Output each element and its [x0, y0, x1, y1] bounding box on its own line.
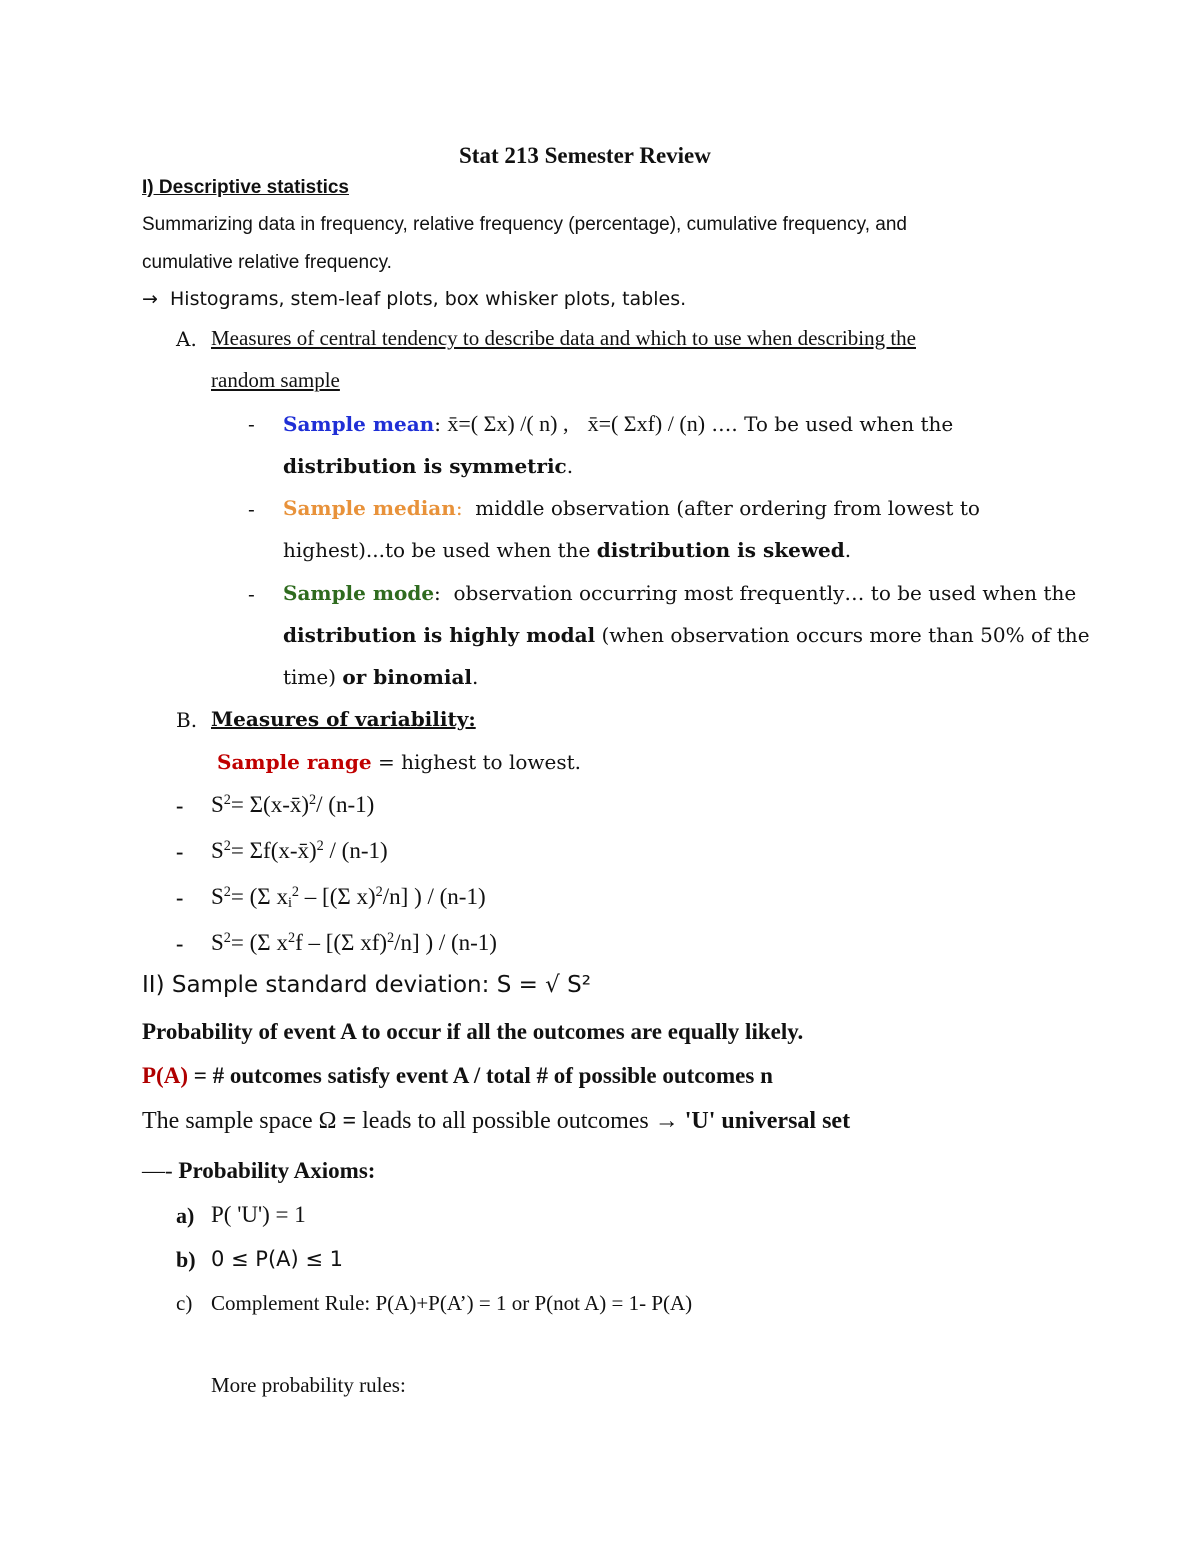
formula-mid: f – [(Σ xf): [295, 930, 388, 955]
exponent: 2: [316, 838, 324, 855]
plots-text: Histograms, stem-leaf plots, box whisker plots, tables.: [170, 288, 687, 310]
exponent: 2: [291, 884, 300, 901]
exponent: 2: [387, 930, 395, 947]
pa-line: [142, 1063, 773, 1089]
period: .: [472, 665, 479, 689]
sample-mode-text-1: observation occurring most frequently… to be used when the: [453, 581, 1077, 605]
formula-mid: – [(Σ x): [299, 884, 376, 909]
axiom-c-text: Complement Rule: P(A)+P(A’) = 1 or P(not A) = 1- P(A): [211, 1291, 693, 1315]
sample-space-mid: leads to all possible outcomes →: [356, 1108, 685, 1134]
part-a-heading-line-1: Measures of central tendency to describe data and which to use when describing the: [211, 326, 916, 350]
sample-space-text: The sample space Ω: [142, 1108, 343, 1134]
sample-mode-line: Sample mode: observation occurring most frequently… to be used when the: [283, 581, 1077, 605]
page-title: Stat 213 Semester Review: [459, 143, 711, 168]
axiom-b-label: b): [176, 1247, 196, 1272]
sample-mean-line-2: [283, 454, 573, 478]
sample-range-line: [217, 750, 581, 774]
sample-space-line: [142, 1108, 850, 1135]
subscript: i: [287, 894, 292, 911]
formula-dash: -: [176, 885, 184, 910]
sample-median-label: Sample median: [283, 496, 456, 520]
s-symbol: S: [211, 884, 224, 909]
s-symbol: S: [211, 930, 224, 955]
exponent: 2: [375, 884, 383, 901]
axiom-b-text: 0 ≤ P(A) ≤ 1: [211, 1247, 344, 1271]
sample-mean-tail: …. To be used when the: [705, 412, 954, 436]
pa-text: = # outcomes satisfy event A / total # of possible outcomes: [187, 1063, 761, 1088]
section-2-heading: II) Sample standard deviation: S = √ S²: [142, 972, 591, 998]
axioms-prefix: —-: [142, 1158, 179, 1183]
summary-line-1: Summarizing data in frequency, relative frequency (percentage), cumulative frequency, and: [142, 214, 907, 235]
part-a-letter: A.: [176, 327, 197, 351]
formula-dash: -: [176, 793, 184, 818]
exponent: 2: [223, 930, 231, 947]
period: .: [844, 538, 852, 562]
variance-formula-4: [211, 930, 497, 956]
skewed-text: distribution is skewed: [596, 538, 845, 562]
section-1-heading: I) Descriptive statistics: [142, 177, 349, 198]
axiom-c-label: c): [176, 1291, 193, 1315]
axioms-heading: Probability Axioms:: [178, 1158, 376, 1183]
sample-mean-label: Sample mean: [283, 412, 435, 436]
sample-mean-line: Sample mean: x̄=( Σx) /( n) , x̄=( Σxf) / (n) …. To be used when the: [283, 411, 954, 436]
sample-mode-text-3: time): [283, 665, 343, 689]
exponent: 2: [287, 930, 296, 947]
axioms-heading-line: [142, 1158, 375, 1184]
sample-median-text-2: highest)...to be used when the: [283, 538, 597, 562]
plots-line: [142, 288, 686, 310]
formula-end: /n] ) / (n-1): [394, 930, 497, 955]
sample-mode-line-3: [283, 665, 478, 689]
formula-end: / (n-1): [316, 792, 375, 817]
axiom-a-text: P( 'U') = 1: [211, 1202, 306, 1227]
bullet-dash: -: [248, 412, 255, 436]
pa-n: n: [760, 1063, 773, 1088]
variance-formula-2: [211, 838, 388, 864]
axiom-a-label: a): [176, 1203, 195, 1228]
sample-mode-label: Sample mode: [283, 581, 435, 605]
formula-body: = (Σ x: [230, 884, 288, 909]
exponent: 2: [223, 884, 231, 901]
variance-formula-1: [211, 792, 374, 818]
more-rules-text: More probability rules:: [211, 1373, 406, 1397]
pa-label: P(A): [142, 1063, 188, 1088]
sample-mean-formula-2: x̄=( Σxf) / (n): [587, 411, 706, 436]
period: .: [566, 454, 574, 478]
symmetric-text: distribution is symmetric: [283, 454, 567, 478]
part-a-heading-line-2: random sample: [211, 368, 340, 392]
formula-end: / (n-1): [323, 838, 388, 863]
formula-end: /n] ) / (n-1): [382, 884, 486, 909]
sample-median-line: Sample median: middle observation (after ordering from lowest to: [283, 496, 980, 520]
sample-median-text-1: middle observation (after ordering from lowest to: [475, 496, 980, 520]
sample-mode-line-2: [283, 623, 1090, 647]
formula-dash: -: [176, 839, 184, 864]
s-symbol: S: [211, 792, 224, 817]
sample-range-text: = highest to lowest.: [371, 750, 582, 774]
exponent: 2: [223, 838, 231, 855]
formula-body: = Σ(x-x̄): [230, 792, 310, 817]
sample-mean-formula-1: x̄=( Σx) /( n) ,: [447, 411, 569, 436]
sample-range-label: Sample range: [217, 750, 372, 774]
equals-sign: =: [342, 1108, 357, 1134]
formula-body: = (Σ x: [230, 930, 288, 955]
sample-median-line-2: [283, 538, 851, 562]
variance-formula-3: [211, 884, 486, 910]
bullet-dash: -: [248, 497, 255, 521]
sample-mode-text-2: (when observation occurs more than 50% of the: [595, 623, 1090, 647]
bullet-dash: -: [248, 582, 255, 606]
s-symbol: S: [211, 838, 224, 863]
exponent: 2: [309, 792, 317, 809]
formula-body: = Σf(x-x̄): [230, 838, 317, 863]
binomial-text: or binomial: [342, 665, 473, 689]
formula-dash: -: [176, 931, 184, 956]
right-arrow-icon: →: [142, 288, 158, 310]
part-b-heading: Measures of variability:: [211, 707, 476, 731]
summary-line-2: cumulative relative frequency.: [142, 252, 392, 273]
probability-equal-line: Probability of event A to occur if all the outcomes are equally likely.: [142, 1019, 804, 1044]
universal-set-text: 'U' universal set: [684, 1108, 851, 1134]
exponent: 2: [223, 792, 231, 809]
part-b-letter: B.: [176, 708, 198, 732]
highly-modal-text: distribution is highly modal: [283, 623, 596, 647]
